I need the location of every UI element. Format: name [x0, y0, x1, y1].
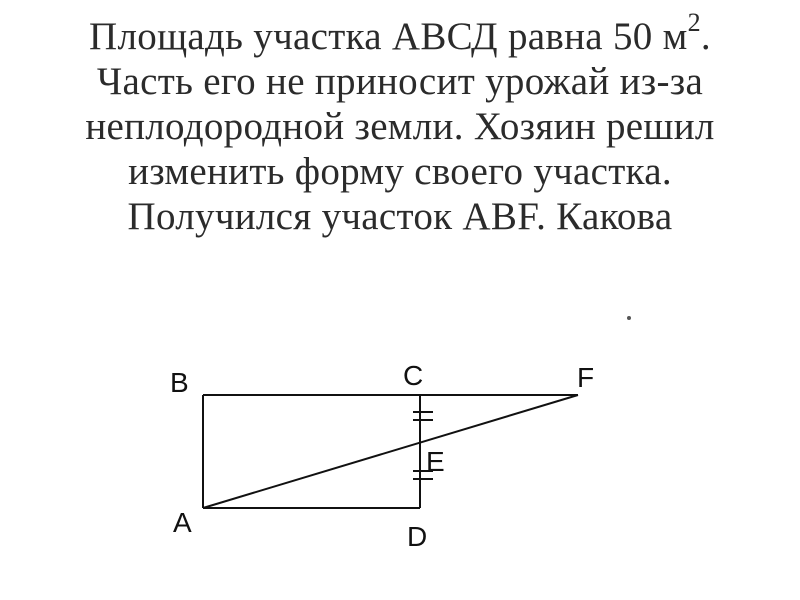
vertex-label-a: A	[173, 507, 192, 538]
area-unit-exponent: 2	[687, 8, 701, 37]
vertex-label-b: B	[170, 367, 189, 398]
vertex-label-c: C	[403, 360, 424, 391]
problem-line-2: Часть его не приносит урожай из-за	[96, 60, 704, 103]
vertex-label-d: D	[407, 521, 428, 552]
vertex-label-f: F	[577, 362, 595, 393]
point-label-e: E	[426, 446, 445, 477]
problem-line-1-text: Площадь участка АВСД равна 50 м	[89, 15, 688, 58]
problem-line-1-end: .	[700, 15, 711, 58]
problem-line-5: Получился участок ABF. Какова	[127, 195, 673, 238]
segment-af	[203, 395, 578, 508]
problem-line-3: неплодородной земли. Хозяин решил	[85, 105, 715, 148]
problem-line-4: изменить форму своего участка.	[128, 150, 672, 193]
